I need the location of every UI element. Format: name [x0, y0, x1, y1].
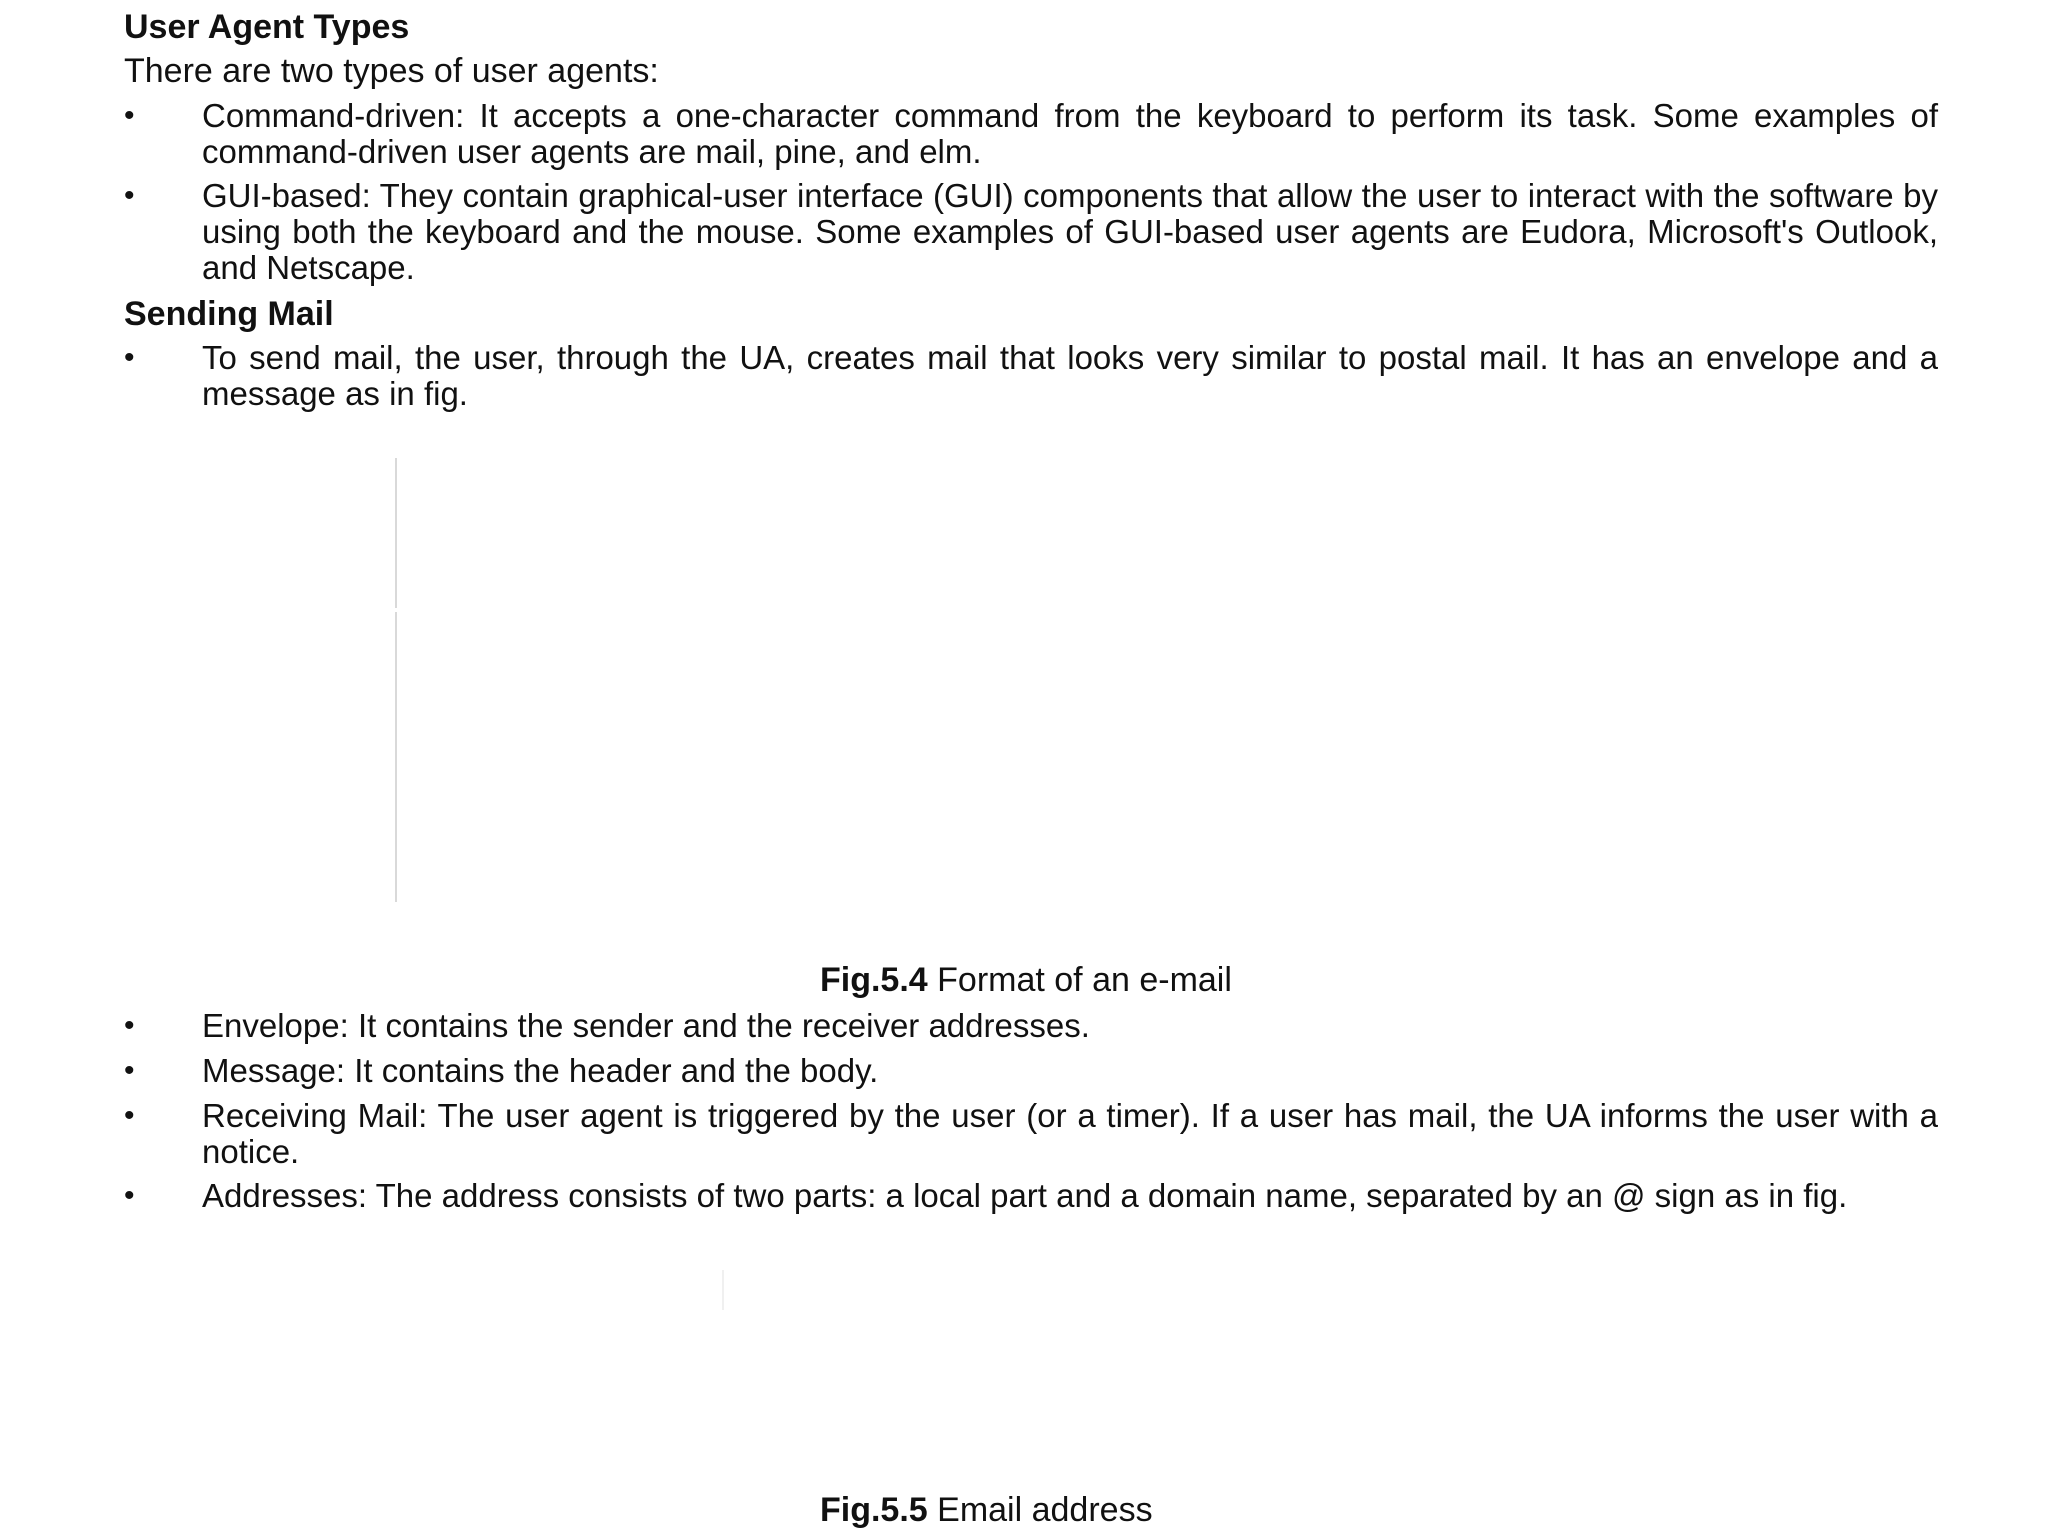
- list-item: [124, 98, 1938, 170]
- figure-label: Fig.5.5: [820, 1491, 928, 1529]
- figure-caption-text: Email address: [927, 1491, 1153, 1529]
- list-item: [124, 1098, 1938, 1170]
- figure-label: Fig.5.4: [820, 961, 928, 999]
- bullet-dot-icon: •: [124, 1054, 135, 1087]
- list-item-text: Envelope: It contains the sender and the receiver addresses.: [202, 1007, 1090, 1044]
- figure-divider-line: [722, 1270, 724, 1310]
- list-item: [124, 1053, 1938, 1089]
- list-item-text: Addresses: The address consists of two parts: a local part and a domain name, separated by an @ sign as in fig.: [202, 1177, 1848, 1214]
- list-item: [124, 1008, 1938, 1044]
- list-item-text: GUI-based: They contain graphical-user interface (GUI) components that allow the user to interact with the software by using both the keyboard and the mouse. Some examples of GUI-based user agents are Eudora, Microsoft's Outlook, and Netscape.: [202, 177, 1938, 286]
- list-item-text: Message: It contains the header and the body.: [202, 1052, 879, 1089]
- figure-divider-line: [395, 612, 397, 902]
- figure-caption-text: Format of an e-mail: [927, 961, 1232, 999]
- list-item-text: Receiving Mail: The user agent is triggered by the user (or a timer). If a user has mail, the UA informs the user with a notice.: [202, 1097, 1938, 1170]
- heading-user-agent-types: User Agent Types: [124, 8, 410, 46]
- intro-text: There are two types of user agents:: [124, 52, 659, 90]
- bullet-dot-icon: •: [124, 1099, 135, 1132]
- list-item: [124, 340, 1938, 412]
- bullet-dot-icon: •: [124, 99, 135, 132]
- figure-divider-line: [395, 458, 397, 608]
- figure-caption: [820, 960, 1232, 1000]
- list-item: [124, 1178, 1938, 1214]
- heading-sending-mail: Sending Mail: [124, 295, 334, 333]
- figure-email-address-image: [560, 1250, 1460, 1480]
- list-item: [124, 178, 1938, 286]
- bullet-dot-icon: •: [124, 1009, 135, 1042]
- bullet-dot-icon: •: [124, 1179, 135, 1212]
- bullet-dot-icon: •: [124, 341, 135, 374]
- bullet-dot-icon: •: [124, 179, 135, 212]
- figure-caption: [820, 1490, 1153, 1530]
- figure-email-format-image: [380, 430, 1580, 920]
- list-item-text: To send mail, the user, through the UA, creates mail that looks very similar to postal mail. It has an envelope and a message as in fig.: [202, 339, 1938, 412]
- list-item-text: Command-driven: It accepts a one-character command from the keyboard to perform its task. Some examples of command-driven user agents are mail, pine, and elm.: [202, 97, 1938, 170]
